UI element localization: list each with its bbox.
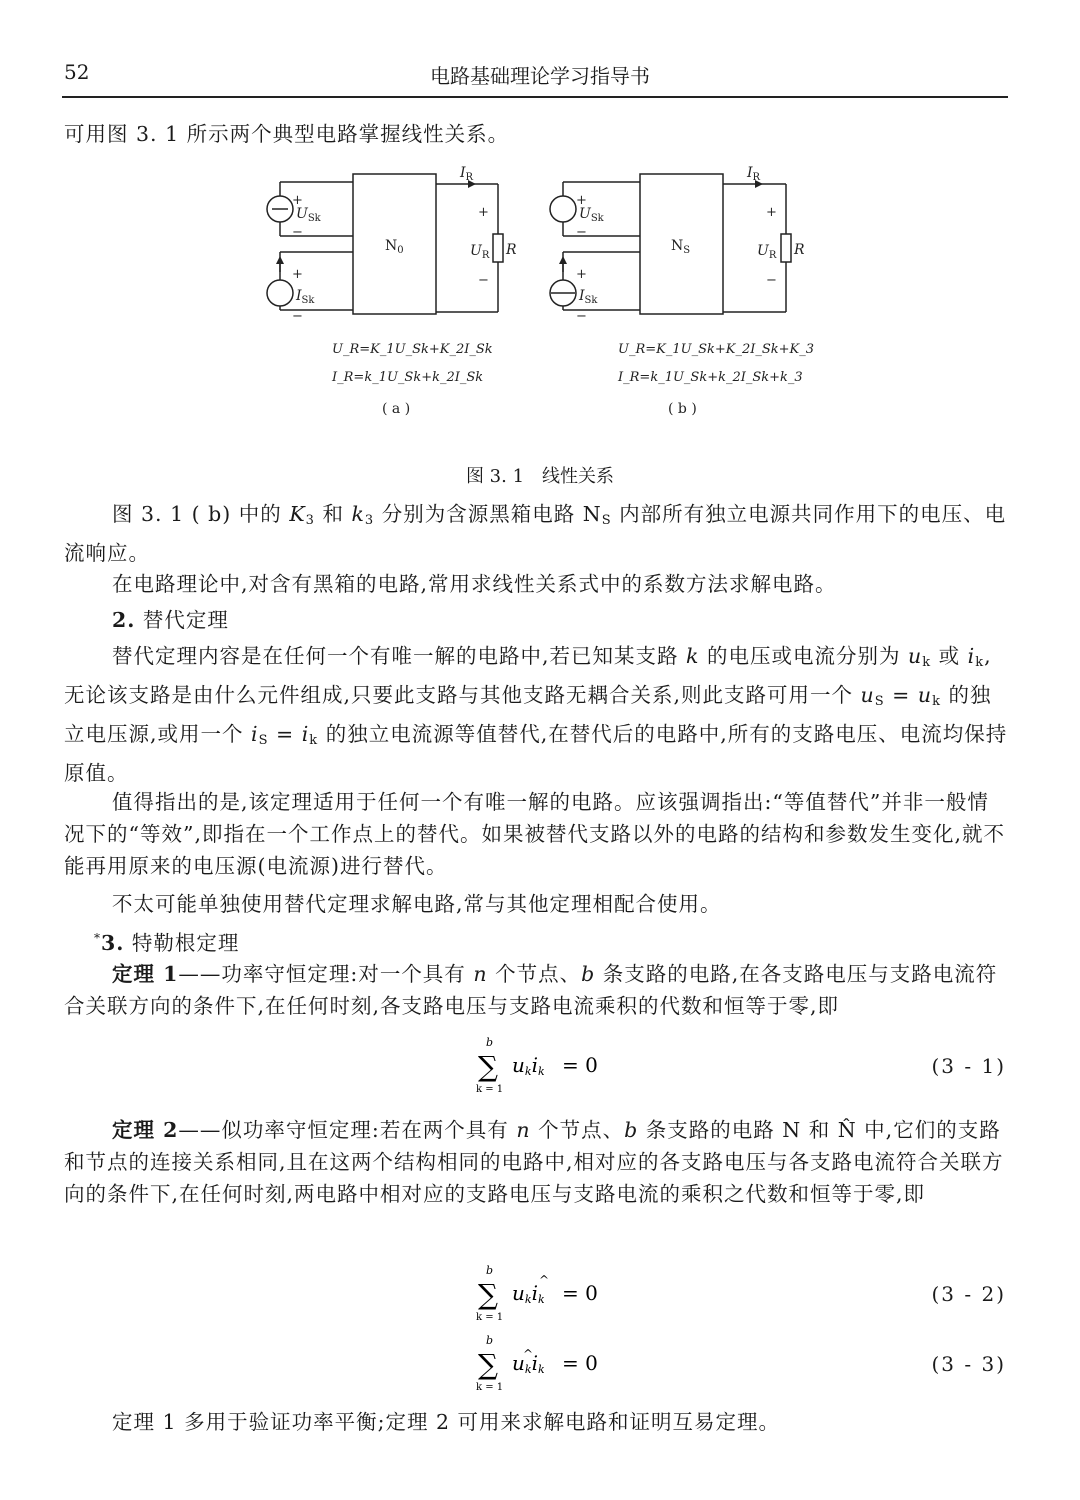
svg-text:∑: ∑ [478, 1278, 498, 1311]
b-is-sub: Sk [584, 295, 598, 306]
label-a: ( a ) [382, 401, 411, 417]
svg-text:ukik: ukik [512, 1053, 545, 1078]
minus-b1: − [576, 225, 587, 240]
svg-text:UR [757, 243, 777, 261]
minus-b3: − [766, 273, 777, 288]
b-ir-sub: R [752, 172, 761, 183]
svg-text:= 0: = 0 [562, 1281, 598, 1305]
paragraph-linear-method: 在电路理论中,对含有黑箱的电路,常用求线性关系式中的系数方法求解电路。 [112, 572, 837, 596]
section-heading-3: *3. 特勒根定理 [94, 931, 240, 955]
a-eq2: I_R=k_1U_Sk+k_2I_Sk [332, 370, 484, 385]
paragraph-figure-note: 图 3. 1 ( b) 中的 $K_3$ 和 $k_3$ 分别为含源黑箱电路 $N_S$ 内部所有独立电源共同作用下的电压、电流响应。 [64, 502, 1007, 565]
a-us-sub: Sk [307, 213, 321, 224]
equation-number-3-3: (3 - 3) [931, 1352, 1006, 1376]
svg-text:NS [671, 238, 690, 256]
svg-text:= 0: = 0 [562, 1351, 598, 1375]
b-us: U [579, 206, 591, 222]
svg-text:b: b [486, 1334, 494, 1347]
svg-text:ISk [578, 288, 598, 306]
a-box-sub: 0 [397, 245, 404, 256]
b-ir: I [747, 165, 753, 181]
plus-a1: + [292, 193, 303, 208]
svg-text:k = 1: k = 1 [476, 1382, 504, 1393]
minus-a2: − [292, 309, 303, 324]
figure-caption: 图 3. 1 线性关系 [465, 466, 615, 487]
a-us: U [296, 206, 308, 222]
svg-text:IR [459, 165, 474, 183]
header-rule [62, 96, 1008, 98]
a-eq1: U_R=K_1U_Sk+K_2I_Sk [332, 342, 493, 357]
a-ir: I [460, 165, 466, 181]
svg-text:b: b [486, 1036, 494, 1049]
svg-text:^: ^ [523, 1347, 534, 1361]
theorem-1: 定理 1——功率守恒定理:对一个具有 n 个节点、b 条支路的电路,在各支路电压与支路电流符合关联方向的条件下,在任何时刻,各支路电压与支路电流乘积的代数和恒等于零,即 [64, 962, 998, 1018]
svg-text:UR [470, 243, 490, 261]
b-box-sub: S [683, 245, 691, 256]
svg-text:^: ^ [539, 1273, 550, 1287]
svg-text:k = 1: k = 1 [476, 1312, 504, 1323]
plus-a2: + [292, 267, 303, 282]
b-us-sub: Sk [590, 213, 604, 224]
b-eq1: U_R=K_1U_Sk+K_2I_Sk+K_3 [618, 342, 815, 357]
resistor-icon [493, 234, 503, 262]
minus-a3: − [478, 273, 489, 288]
svg-text:∑: ∑ [478, 1348, 498, 1381]
paragraph-usage-note: 不太可能单独使用替代定理求解电路,常与其他定理相配合使用。 [112, 892, 722, 916]
closing-paragraph: 定理 1 多用于验证功率平衡;定理 2 可用来求解电路和证明互易定理。 [112, 1410, 781, 1434]
current-source-icon [267, 280, 293, 306]
svg-text:ISk [295, 288, 315, 306]
equation-3-1 [470, 1034, 630, 1100]
plus-b3: + [766, 205, 777, 220]
svg-text:N0 [385, 238, 404, 256]
section-heading-2: 2. 替代定理 [112, 608, 229, 632]
b-box: N [671, 238, 684, 254]
paragraph-substitution-theorem: 替代定理内容是在任何一个有唯一解的电路中,若已知某支路 k 的电压或电流分别为 $u_k$ 或 $i_k$,无论该支路是由什么元件组成,只要此支路与其他支路无耦合关系,则此支路可用一个 $u_S = u_k$ 的独立电压源,或用一个 $i_S = i_k$ 的独立电流源等值替代,在替代后的电路中,所有的支路电压、电流均保持原值。 [64, 644, 1008, 785]
svg-text:USk [579, 206, 605, 224]
a-box: N [385, 238, 398, 254]
svg-text:∑: ∑ [478, 1050, 498, 1083]
plus-b2: + [576, 267, 587, 282]
equation-3-3 [470, 1332, 630, 1398]
minus-a1: − [292, 225, 303, 240]
a-is-sub: Sk [301, 295, 315, 306]
b-ur: U [757, 243, 769, 259]
svg-text:k = 1: k = 1 [476, 1084, 504, 1095]
b-ur-sub: R [768, 250, 777, 261]
plus-b1: + [576, 193, 587, 208]
figure-3-1 [250, 160, 830, 430]
a-ur-sub: R [481, 250, 490, 261]
b-r: R [794, 242, 805, 258]
paragraph-equivalent-note: 值得指出的是,该定理适用于任何一个有唯一解的电路。应该强调指出:“等值替代”并非一般情况下的“等效”,即指在一个工作点上的替代。如果被替代支路以外的电路的结构和参数发生变化,就不能再用原来的电压源(电流源)进行替代。 [64, 790, 1005, 878]
equation-3-2 [470, 1262, 630, 1328]
minus-b2: − [576, 309, 587, 324]
svg-text:USk [296, 206, 322, 224]
a-r: R [506, 242, 517, 258]
label-b: ( b ) [668, 401, 697, 417]
a-ir-sub: R [465, 172, 474, 183]
svg-text:b: b [486, 1264, 494, 1277]
svg-text:ukik: ukik [512, 1281, 545, 1306]
b-eq2: I_R=k_1U_Sk+k_2I_Sk+k_3 [618, 370, 803, 385]
a-ur: U [470, 243, 482, 259]
plus-a3: + [478, 205, 489, 220]
svg-text:= 0: = 0 [562, 1053, 598, 1077]
intro-paragraph: 可用图 3. 1 所示两个典型电路掌握线性关系。 [64, 122, 510, 146]
svg-text:IR [746, 165, 761, 183]
running-title: 电路基础理论学习指导书 [430, 64, 650, 88]
b-is: I [579, 288, 585, 304]
equation-number-3-1: (3 - 1) [931, 1054, 1006, 1078]
theorem-2: 定理 2——似功率守恒定理:若在两个具有 n 个节点、b 条支路的电路 N 和 N̂ 中,它们的支路和节点的连接关系相同,且在这两个结构相同的电路中,相对应的各支路电压与各支路电流符合关联方向的条件下,在任何时刻,两电路中相对应的支路电压与支路电流的乘积之代数和恒等于零,即 [64, 1118, 1004, 1206]
equation-number-3-2: (3 - 2) [931, 1282, 1006, 1306]
svg-text:ukik: ukik [512, 1351, 545, 1376]
page-number: 52 [64, 60, 90, 84]
a-is: I [296, 288, 302, 304]
